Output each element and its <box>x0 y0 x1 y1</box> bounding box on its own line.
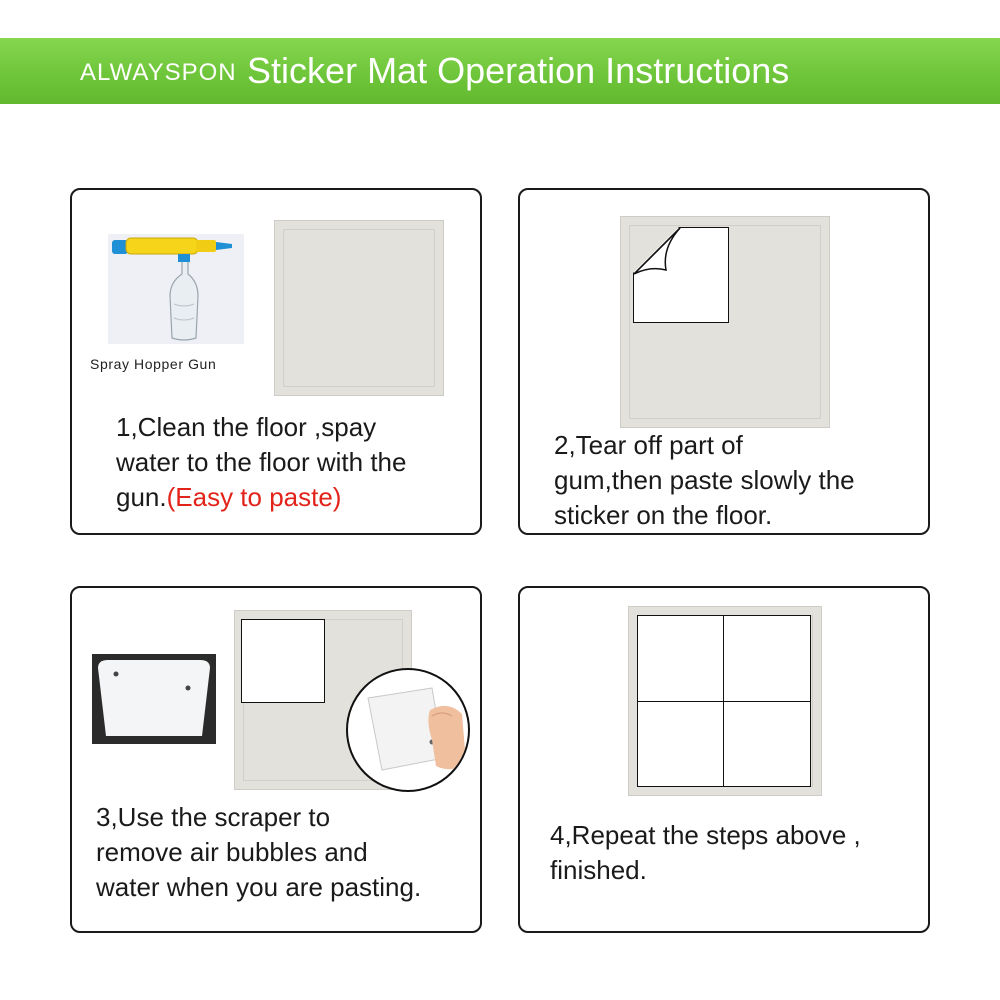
step-3-panel <box>70 586 482 933</box>
step-1-line-3 <box>116 480 406 515</box>
spray-gun-photo <box>108 234 244 344</box>
step-1-line-2: water to the floor with the <box>116 447 407 477</box>
step-2-panel <box>518 188 930 535</box>
sticker-tile-top-left <box>637 615 725 703</box>
scraper-icon <box>92 654 216 744</box>
step-4-line-1: 4,Repeat the steps above , <box>550 820 861 850</box>
step-3-text <box>96 800 421 905</box>
scraping-hand-photo <box>346 668 470 792</box>
step-2-line-3: sticker on the floor. <box>554 500 773 530</box>
peeled-corner-icon <box>632 226 728 322</box>
floor-mat-image <box>274 220 444 396</box>
hand-scraper-icon <box>348 670 470 792</box>
headline: Sticker Mat Operation Instructions <box>247 50 790 91</box>
step-2-line-1: 2,Tear off part of <box>554 430 743 460</box>
sticker-tile-bottom-right <box>723 701 811 787</box>
step-1-line-3-plain: gun. <box>116 482 167 512</box>
sticker-sheet <box>633 227 729 323</box>
sticker-tile-bottom-left <box>637 701 725 787</box>
step-4-line-2: finished. <box>550 855 647 885</box>
spray-gun-caption: Spray Hopper Gun <box>90 356 217 372</box>
step-3-line-1: 3,Use the scraper to <box>96 802 331 832</box>
sticker-sheet <box>241 619 325 703</box>
floor-mat-image <box>620 216 830 428</box>
floor-mat-image <box>628 606 822 796</box>
step-2-text <box>554 428 855 533</box>
page-title <box>80 50 789 92</box>
step-1-text <box>116 410 406 515</box>
step-3-line-3: water when you are pasting. <box>96 872 422 902</box>
sticker-tile-top-right <box>723 615 811 703</box>
spray-gun-icon <box>108 234 244 344</box>
step-1-panel <box>70 188 482 535</box>
scraper-photo <box>92 654 216 744</box>
easy-to-paste-note: (Easy to paste) <box>166 482 342 512</box>
step-3-line-2: remove air bubbles and <box>96 837 368 867</box>
step-2-line-2: gum,then paste slowly the <box>554 465 855 495</box>
brand-name: ALWAYSPON <box>80 59 237 86</box>
step-1-line-1: 1,Clean the floor ,spay <box>116 412 377 442</box>
step-4-panel <box>518 586 930 933</box>
step-4-text <box>550 818 861 888</box>
